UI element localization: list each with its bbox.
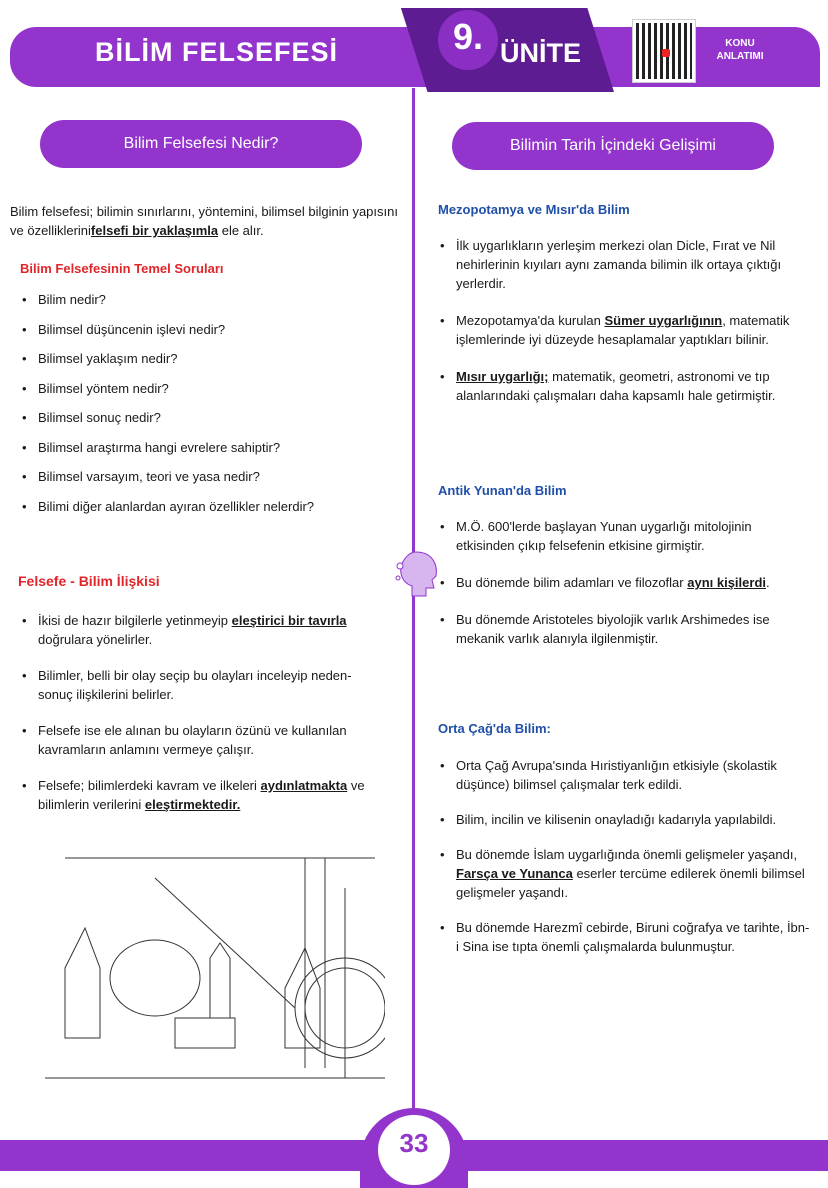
- unit-label: ÜNİTE: [500, 38, 581, 68]
- list-item: • Bilimsel araştırma hangi evrelere sahiptir?: [20, 438, 400, 457]
- mesopotamia-list: [438, 236, 810, 423]
- mesopotamia-heading: Mezopotamya ve Mısır'da Bilim: [438, 202, 630, 217]
- section-pill-left: Bilim Felsefesi Nedir?: [40, 120, 362, 168]
- questions-list: [20, 290, 400, 526]
- list-item: • Bilimsel sonuç nedir?: [20, 408, 400, 427]
- list-item: • Bu dönemde bilim adamları ve filozoflar aynı kişilerdi.: [438, 573, 810, 592]
- list-item: • Bu dönemde İslam uygarlığında önemli gelişmeler yaşandı, Farsça ve Yunanca eserler tercüme edilerek önemli bilimsel gelişmeler yaşandı.: [438, 845, 810, 902]
- ancient-science-illustration: [45, 848, 385, 1088]
- list-item: • Bilimsel yöntem nedir?: [20, 379, 400, 398]
- qr-label: KONU ANLATIMI: [716, 38, 764, 62]
- list-item: • İlk uygarlıkların yerleşim merkezi olan Dicle, Fırat ve Nil nehirlerinin kıyıları aynı zamanda bilimin ilk ortaya çıktığı yerlerdir.: [438, 236, 810, 293]
- list-item: • Bu dönemde Harezmî cebirde, Biruni coğrafya ve tarihte, İbn-i Sina ise tıpta önemli çalışmalarda bulunmuştur.: [438, 918, 810, 956]
- middle-ages-heading: Orta Çağ'da Bilim:: [438, 721, 551, 736]
- list-item: • Bilim, incilin ve kilisenin onayladığı kadarıyla yapılabildi.: [438, 810, 810, 829]
- relation-heading: Felsefe - Bilim İlişkisi: [18, 573, 160, 589]
- list-item: • Bilimi diğer alanlardan ayıran özellikler nelerdir?: [20, 497, 400, 516]
- list-item: • M.Ö. 600'lerde başlayan Yunan uygarlığı mitolojinin etkisinden çıkıp felsefenin etkisine girmiştir.: [438, 517, 810, 555]
- qr-code-icon[interactable]: [633, 20, 695, 82]
- middle-ages-list: [438, 756, 810, 972]
- list-item: • İkisi de hazır bilgilerle yetinmeyip eleştirici bir tavırla doğrulara yönelirler.: [20, 611, 380, 649]
- intro-paragraph: Bilim felsefesi; bilimin sınırlarını, yöntemini, bilimsel bilginin yapısını ve özelliklerinifelsefi bir yaklaşımla ele alır.: [10, 204, 398, 238]
- page-number: 33: [378, 1115, 450, 1185]
- column-divider: [412, 88, 415, 1118]
- list-item: • Orta Çağ Avrupa'sında Hıristiyanlığın etkisiyle (skolastik düşünce) bilimsel çalışmalar terk edildi.: [438, 756, 810, 794]
- list-item: • Mısır uygarlığı; matematik, geometri, astronomi ve tıp alanlarındaki çalışmaları daha kapsamlı hale getirmiştir.: [438, 367, 810, 405]
- greece-list: [438, 517, 810, 666]
- list-item: • Bu dönemde Aristoteles biyolojik varlık Arshimedes ise mekanik varlık alanıyla ilgilenmiştir.: [438, 610, 810, 648]
- list-item: • Bilimsel varsayım, teori ve yasa nedir?: [20, 467, 400, 486]
- relation-list: [20, 611, 380, 831]
- greece-heading: Antik Yunan'da Bilim: [438, 483, 567, 498]
- section-pill-right: Bilimin Tarih İçindeki Gelişimi: [452, 122, 774, 170]
- unit-number: 9.: [438, 10, 498, 70]
- head-icon: [392, 548, 440, 600]
- list-item: • Bilimsel düşüncenin işlevi nedir?: [20, 320, 400, 339]
- list-item: • Bilim nedir?: [20, 290, 400, 309]
- list-item: • Mezopotamya'da kurulan Sümer uygarlığının, matematik işlemlerinde iyi düzeyde hesaplamalar yaptıkları bilinir.: [438, 311, 810, 349]
- list-item: • Felsefe ise ele alınan bu olayların özünü ve kullanılan kavramların anlamını vermeye çalışır.: [20, 721, 380, 759]
- questions-heading: Bilim Felsefesinin Temel Soruları: [20, 261, 224, 276]
- list-item: • Bilimsel yaklaşım nedir?: [20, 349, 400, 368]
- list-item: • Felsefe; bilimlerdeki kavram ve ilkeleri aydınlatmakta ve bilimlerin verilerini eleştirmektedir.: [20, 776, 380, 814]
- page-title: BİLİM FELSEFESİ: [95, 37, 339, 67]
- list-item: • Bilimler, belli bir olay seçip bu olayları inceleyip neden-sonuç ilişkilerini belirler.: [20, 666, 380, 704]
